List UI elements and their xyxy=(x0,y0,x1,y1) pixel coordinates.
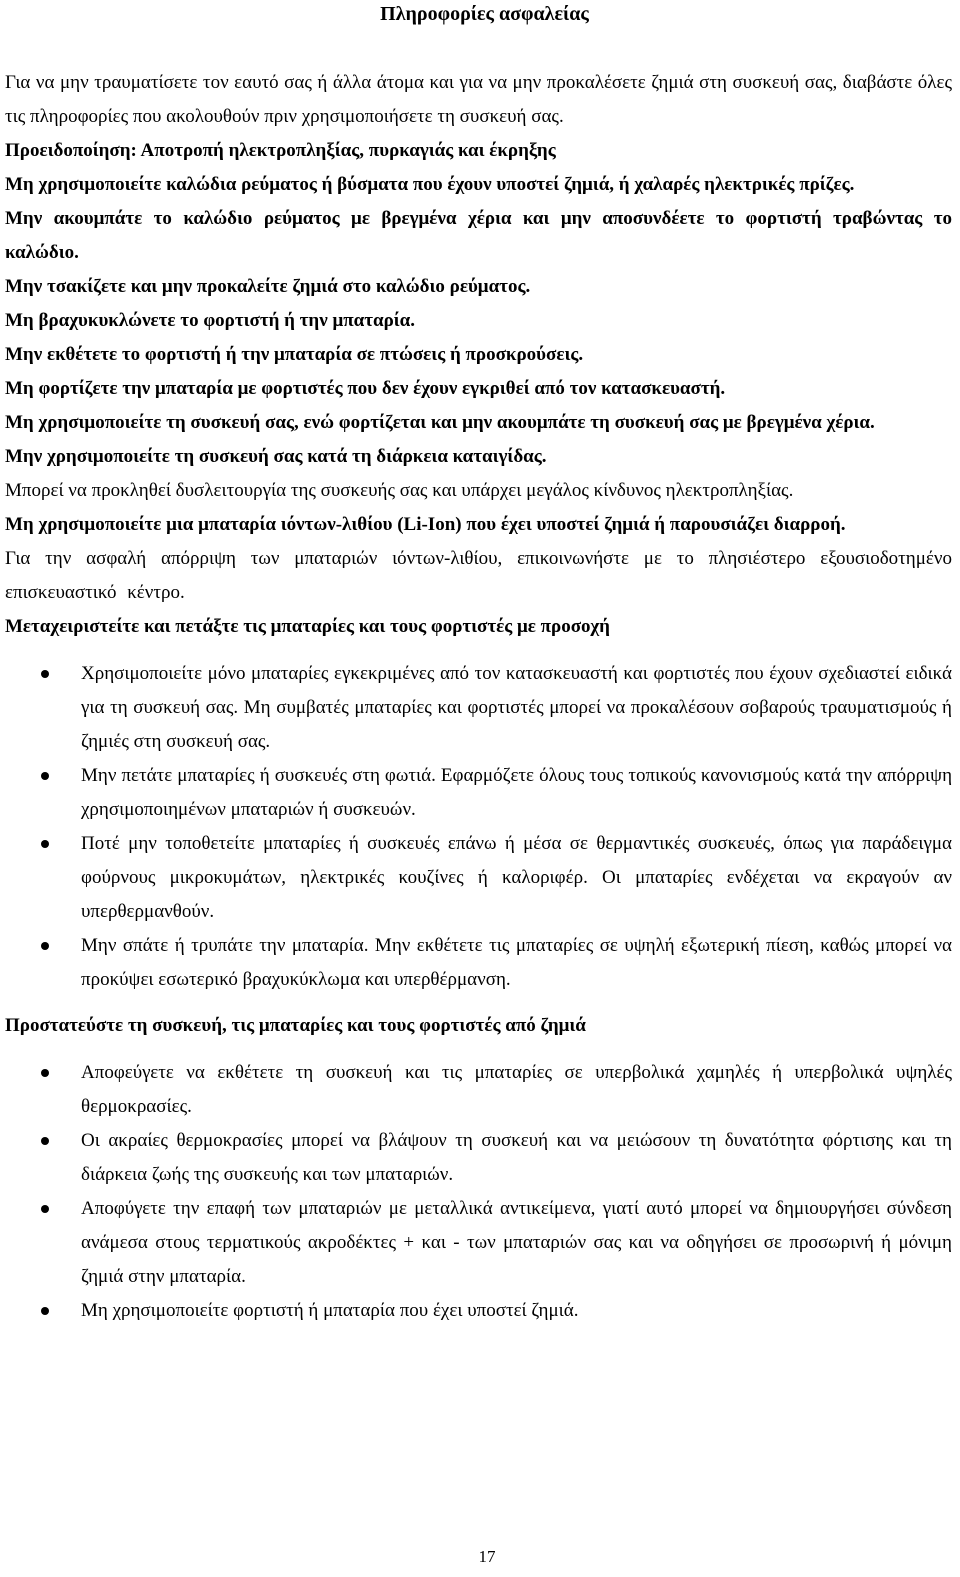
storm-note: Μπορεί να προκληθεί δυσλειτουργία της συσκευής σας και υπάρχει μεγάλος κίνδυνος ηλεκτροπληξίας. xyxy=(5,480,794,501)
list-item-text: Ποτέ μην τοποθετείτε μπαταρίες ή συσκευές επάνω ή μέσα σε θερμαντικές συσκευές, όπως για παράδειγμα φούρνους μικροκυμάτων, ηλεκτρικές κουζίνες ή καλοριφέρ. Οι μπαταρίες ενδέχεται να εκραγούν αν υπερθερμανθούν. xyxy=(81,833,952,922)
list-item-text: Μην πετάτε μπαταρίες ή συσκευές στη φωτιά. Εφαρμόζετε όλους τους τοπικούς κανονισμούς κατά την απόρριψη χρησιμοποιημένων μπαταριών ή συσκευών. xyxy=(81,765,952,820)
bullet-icon xyxy=(41,670,49,678)
bullet-icon xyxy=(41,840,49,848)
handling-heading: Μεταχειριστείτε και πετάξτε τις μπαταρίες και τους φορτιστές με προσοχή xyxy=(5,616,610,637)
damaged-battery-warning: Μη χρησιμοποιείτε μια μπαταρία ιόντων-λιθίου (Li-Ion) που έχει υποστεί ζημιά ή παρουσιάζει διαρροή. xyxy=(5,514,846,535)
handling-list xyxy=(5,657,952,997)
list-item xyxy=(5,1056,952,1124)
list-item-text: Αποφύγετε την επαφή των μπαταριών με μεταλλικά αντικείμενα, γιατί αυτό μπορεί να δημιουργήσει σύνδεση ανάμεσα στους τερματικούς ακροδέκτες + και - των μπαταριών σας και να οδηγήσει σε προσωρινή ή μόνιμη ζημιά στην μπαταρία. xyxy=(81,1198,952,1287)
warning-charging-wet-hands: Μη χρησιμοποιείτε τη συσκευή σας, ενώ φορτίζεται και μην ακουμπάτε τη συσκευή σας με βρεγμένα χέρια. xyxy=(5,412,875,433)
list-item-text: Μη χρησιμοποιείτε φορτιστή ή μπαταρία που έχει υποστεί ζημιά. xyxy=(81,1300,579,1321)
list-item-text: Οι ακραίες θερμοκρασίες μπορεί να βλάψουν τη συσκευή και να μειώσουν τη δυνατότητα φόρτισης και τη διάρκεια ζωής της συσκευής και των μπαταριών. xyxy=(81,1130,952,1185)
warning-storm: Μην χρησιμοποιείτε τη συσκευή σας κατά τη διάρκεια καταιγίδας. xyxy=(5,446,547,467)
bullet-icon xyxy=(41,1069,49,1077)
bullet-icon xyxy=(41,1137,49,1145)
warning-short-circuit: Μη βραχυκυκλώνετε το φορτιστή ή την μπαταρία. xyxy=(5,310,416,331)
list-item xyxy=(5,1192,952,1294)
list-item xyxy=(5,759,952,827)
bullet-icon xyxy=(41,772,49,780)
intro-paragraph: Για να μην τραυματίσετε τον εαυτό σας ή άλλα άτομα και για να μην προκαλέσετε ζημιά στη συσκευή σας, διαβάστε όλες τις πληροφορίες που ακολουθούν πριν χρησιμοποιήσετε τη συσκευή σας. xyxy=(5,72,952,127)
protect-heading: Προστατεύστε τη συσκευή, τις μπαταρίες και τους φορτιστές από ζημιά xyxy=(5,1015,586,1036)
warning-heading: Προειδοποίηση: Αποτροπή ηλεκτροπληξίας, πυρκαγιάς και έκρηξης xyxy=(5,140,556,161)
warning-wet-hands-cable: Μην ακουμπάτε το καλώδιο ρεύματος με βρεγμένα χέρια και μην αποσυνδέετε το φορτιστή τραβώντας το καλώδιο. xyxy=(5,208,952,263)
list-item-text: Μην σπάτε ή τρυπάτε την μπαταρία. Μην εκθέτετε τις μπαταρίες σε υψηλή εξωτερική πίεση, καθώς μπορεί να προκύψει εσωτερικό βραχυκύκλωμα και υπερθέρμανση. xyxy=(81,935,952,990)
bullet-icon xyxy=(41,1205,49,1213)
list-item xyxy=(5,929,952,997)
list-item xyxy=(5,1124,952,1192)
page-number: 17 xyxy=(478,1547,496,1566)
list-item xyxy=(5,1294,952,1328)
list-item-text: Χρησιμοποιείτε μόνο μπαταρίες εγκεκριμένες από τον κατασκευαστή και φορτιστές που έχουν σχεδιαστεί ειδικά για τη συσκευή σας. Μη συμβατές μπαταρίες και φορτιστές μπορεί να προκαλέσουν σοβαρούς τραυματισμούς ή ζημιές στη συσκευή σας. xyxy=(81,663,952,752)
page-title: Πληροφορίες ασφαλείας xyxy=(380,3,589,25)
document-body xyxy=(5,66,952,1328)
list-item xyxy=(5,657,952,759)
disposal-note: Για την ασφαλή απόρριψη των μπαταριών ιόντων-λιθίου, επικοινωνήστε με το πλησιέστερο εξουσιοδοτημένο επισκευαστικό κέντρο. xyxy=(5,548,952,603)
list-item xyxy=(5,827,952,929)
bullet-icon xyxy=(41,1307,49,1315)
protect-list xyxy=(5,1056,952,1328)
warning-drops: Μην εκθέτετε το φορτιστή ή την μπαταρία σε πτώσεις ή προσκρούσεις. xyxy=(5,344,584,365)
warning-bend-cable: Μην τσακίζετε και μην προκαλείτε ζημιά στο καλώδιο ρεύματος. xyxy=(5,276,531,297)
bullet-icon xyxy=(41,942,49,950)
warning-damaged-cables: Μη χρησιμοποιείτε καλώδια ρεύματος ή βύσματα που έχουν υποστεί ζημιά, ή χαλαρές ηλεκτρικές πρίζες. xyxy=(5,174,855,195)
warning-unapproved-chargers: Μη φορτίζετε την μπαταρία με φορτιστές που δεν έχουν εγκριθεί από τον κατασκευαστή. xyxy=(5,378,726,399)
list-item-text: Αποφεύγετε να εκθέτετε τη συσκευή και τις μπαταρίες σε υπερβολικά χαμηλές ή υπερβολικά υψηλές θερμοκρασίες. xyxy=(81,1062,952,1117)
